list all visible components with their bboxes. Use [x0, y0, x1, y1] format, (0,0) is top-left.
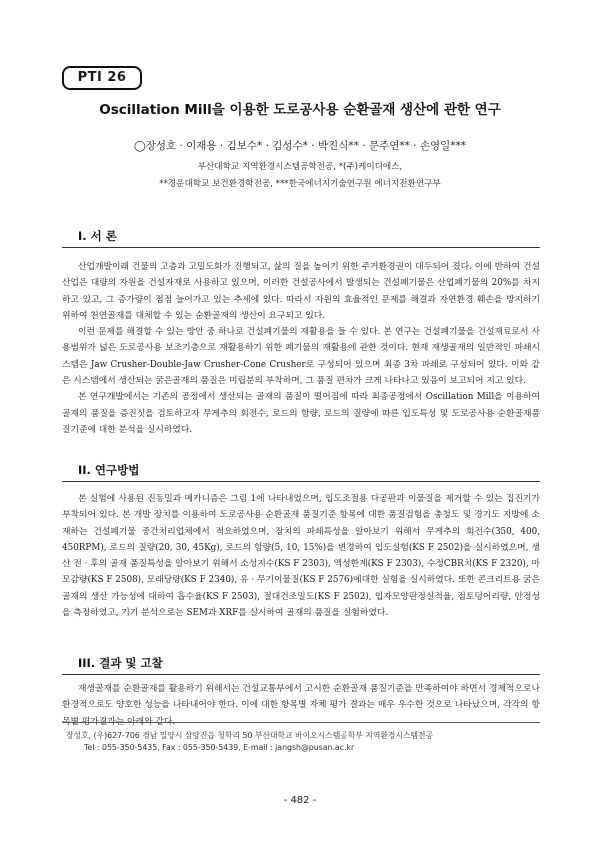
section-heading-results: III. 결과 및 고찰	[78, 656, 163, 670]
paragraph: 산업개발이래 건물의 고층과 고밀도화가 진행되고, 삶의 질을 높이기 위한 주거환경권이 대두되어 졌다. 이에 반하여 건설산업은 대량의 자원을 건설자재로 사용하고 있으며, 이러한 건설공사에서 발생되는 건설폐기물은 산업폐기물의 20%를 차지하고 있고, 그 증가량이 점점 늘어가고 있는 추세에 있다. 따라서 자원의 효율적인 문제를 해결과 자연환경 훼손을 방지하기 위하여 천연골재를 대체할 수 있는 순환골재의 생산이 요구되고 있다.	[62, 262, 540, 321]
paragraph: 이런 문제를 해결할 수 있는 방안 중 하나로 건설폐기물의 재활용을 들 수 있다. 본 연구는 건설폐기물을 건설재료로서 사용범위가 넓은 도로공사용 보조기층으로 재활용하기 위한 폐기물의 재활용에 관한 것이다. 현재 재생골재의 일반적인 파쇄시스템은 Jaw Crusher-Double-Jaw Crusher-Cone Crusher로 구성되어 있으며 최종 3차 파쇄로 구성되어 있다. 이와 같은 시스템에서 생산되는 굵은골재의 품질은 미립분의 부착하며, 그 품질 편차가 크게 나타나고 있음이 보고되어 지고 있다.	[62, 327, 540, 387]
section-heading-methods: II. 연구방법	[78, 463, 140, 477]
paper-id-badge: PTI 26	[62, 66, 142, 90]
section-rule	[62, 247, 540, 248]
paragraph: 본 실험에 사용된 진동밀과 메카니즘은 그림 1에 나타내었으며, 입도조절용 다공판과 이물질을 제거할 수 있는 집진기가 부착되어 있다. 본 개발 장치를 이용하여 도로공사용 순환골재 품질기준 항목에 대한 품질검험을 충청도 및 경기도 지방에 소재하는 건설폐기물 중간처리업체에서 적요하였으며, 장치의 파쇄특성을 알아보기 위해서 무게추의 회전수(350, 400, 450RPM), 로드의 질량(20, 30, 45Kg), 로드의 함량(5, 10, 15%)을 변경하여 입도실험(KS F 2502)을 실시하였으며, 생산 전 · 후의 골재 품질특성을 알아보기 위해서 소성지수(KS F 2303), 액성한계(KS F 2303), 수정CBR치(KS F 2320), 마모감량(KS F 2508), 모래당량(KS F 2340), 유 · 무기이물질(KS F 2576)에대한 실험을 실시하였다. 또한 콘크리트용 굵은골재의 생산 가능성에 대하여 흡수율(KS F 2503), 절대건조밀도(KS F 2502), 입자모양판정실적율, 점토덩어리량, 안정성을 측정하였고, 기기 분석으로는 SEM과 XRF를 실시하여 골재의 품질을 실험하였다.	[62, 494, 540, 619]
corresponding-author-address: 장성호, (우)627-706 경남 밀양시 삼랑진읍 청학리 50 부산대학교 바이오시스템공학부 지역환경시스템전공	[66, 731, 434, 740]
footnote-rule	[62, 722, 540, 723]
author-list: ◯장성호 · 이재용 · 김보수* · 김성수* · 박진식** · 문주연** · 손영일***	[133, 140, 467, 152]
affiliation-line-1: 부산대학교 지역환경시스템공학전공, *(주)케이디에스,	[197, 162, 403, 172]
section-rule	[62, 674, 540, 675]
paragraph: 재생골재를 순환골재를 활용하기 위해서는 건설교통부에서 고시한 순환골재 품질기준을 만족하여야 하면서 경제적으로나 환경적으로도 양호한 성능을 나타내어야 한다. 이에 대한 항목별 자체 평가 결과는 매우 우수한 것으로 나타났으며, 각각의 항목별 평가결과는 아래와 같다.	[62, 684, 540, 727]
section-heading-introduction: I. 서 론	[78, 229, 117, 243]
section-rule	[62, 481, 540, 482]
affiliation-line-2: **경운대학교 보건환경학전공, ***한국에너지기술연구원 에너지전환연구부	[159, 179, 441, 189]
methods-body	[62, 491, 540, 621]
corresponding-author-contact: Tel : 055-350-5435, Fax : 055-350-5439, E-mail : jangsh@pusan.ac.kr	[84, 743, 355, 752]
paragraph: 본 연구개발에서는 기존의 공정에서 생산되는 골재의 품질이 떨어짐에 따라 최종공정에서 Oscillation Mill을 이용하여 골재의 품질을 증진싯을 검토하고자 무게추의 회전수, 로드의 함량, 로드의 질량에 따른 입도특성 및 도로공사용 순환골재품질기준에 대한 분석을 실시하였다.	[62, 392, 540, 435]
introduction-body	[62, 259, 540, 438]
page-number: - 482 -	[283, 795, 317, 806]
paper-title: Oscillation Mill을 이용한 도로공사용 순환골재 생산에 관한 연구	[99, 102, 501, 118]
